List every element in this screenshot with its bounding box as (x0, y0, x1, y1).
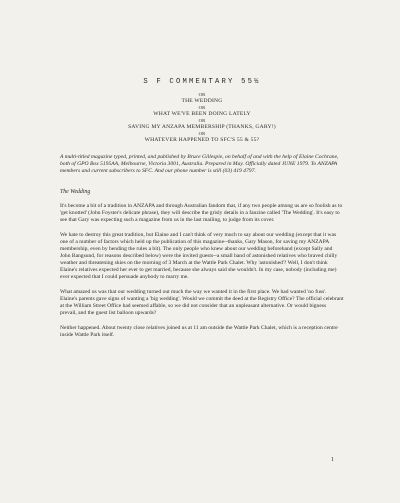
subtitle-or: OR (198, 131, 206, 136)
section-heading: The Wedding (60, 188, 91, 195)
body-paragraph: Neither happened. About twenty close relatives joined us at 11 am outside the Wattle Park Chalet, which is a reception centre inside Wattle Park itself. (60, 325, 338, 339)
page-number: 1 (331, 457, 334, 463)
subtitle-line: THE WEDDING (181, 97, 223, 104)
colophon-intro: A multi-titled magazine typed, printed, and published by Bruce Gillespie, on behalf of and with the help of Elaine Cochrane, both of GPO Box 5195AA, Melbourne, Victoria 3001, Australia. Prepared in May. Officially dated JUNE 1979. To ANZAPA members and current subscribers to SFC. And our phone number is still (03) 419 4797. (60, 154, 339, 175)
subtitle-line: WHAT WE'VE BEEN DOING LATELY (153, 110, 251, 117)
subtitle-or: OR (198, 118, 206, 123)
subtitle-line: WHATEVER HAPPENED TO SFC'S 55 & 55? (144, 136, 260, 143)
body-paragraph: It's become a bit of a tradition in ANZAPA and through Australian fandom that, if any two people among us are so foolish as to 'get knotted' (John Foyster's delicate phrase), they will describe the grisly details in a fanzine called 'The Wedding'. It's easy to see that Gary was expecting such a magazine from us in the last mailing, to judge from its cover. (60, 202, 343, 223)
subtitle-or: OR (198, 105, 206, 110)
body-paragraph: What amazed us was that our wedding turned out much the way we wanted it in the first place. We had wanted 'no fuss'. Elaine's parents gave signs of wanting a 'big wedding'. Would we commit the deed at the Registry Office? The official celebrant at the William Street Office had seemed affable, so we did not consider that an unpleasant alternative. Or would bigness prevail, and the guest list balloon upwards? (60, 289, 344, 317)
subtitle-or: OR (198, 92, 206, 97)
body-paragraph: We hate to destroy this great tradition, but Elaine and I can't think of very much to say about our wedding (except that it was one of a number of factors which held up the publication of this magazine--thanks, Gary Mason, for saving my ANZAPA membership, even by bending the rules a bit). The only people who knew about our wedding beforehand (except Sally and John Bangsund, for reasons described below) were the invited guests--a small band of astonished relatives who braved chilly weather and threatening skies on the morning of 3 March at the Wattle Park Chalet. Why 'astonished'? Well, I don't think Elaine's relatives expected her ever to get married, because she always said she wouldn't. In my case, nobody (including me) ever expected that I could persuade anybody to marry me. (60, 231, 338, 281)
document-title: S F COMMENTARY 55½ (143, 78, 261, 86)
subtitle-line: SAVING MY ANZAPA MEMBERSHIP (THANKS, GARY!) (128, 123, 276, 130)
subtitle-block (60, 92, 344, 144)
